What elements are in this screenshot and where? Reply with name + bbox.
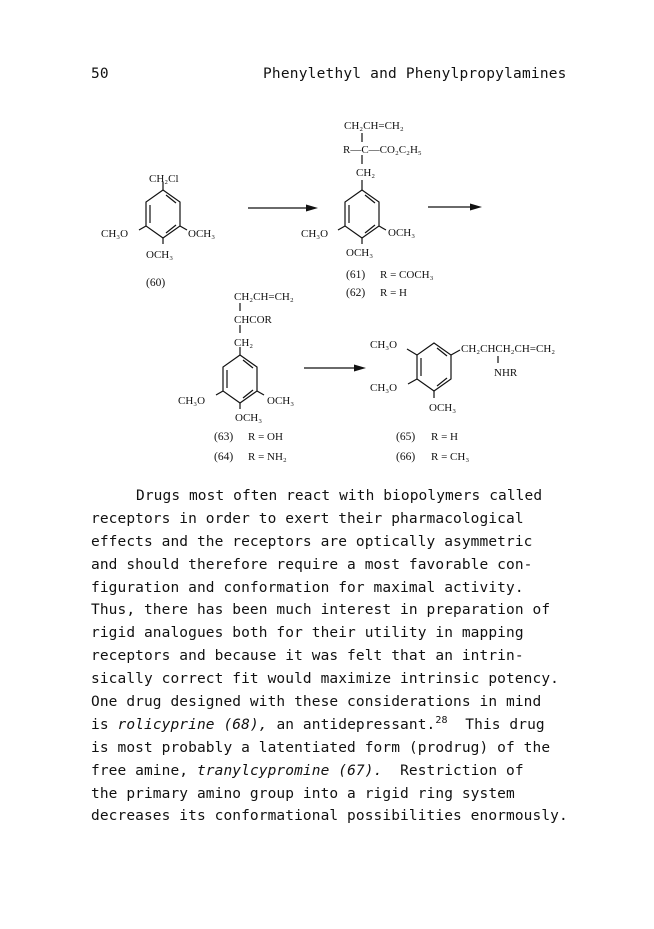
- text-line: receptors and because it was felt that an intrin-: [91, 648, 524, 665]
- body-paragraph: [91, 485, 591, 828]
- text-line: is most probably a latentiated form (prodrug) of the: [91, 739, 551, 756]
- text-run: This drug: [447, 716, 545, 733]
- drug-name-tranylcypromine: tranylcypromine (67).: [196, 762, 383, 779]
- text-line: figuration and conformation for maximal activity.: [91, 579, 524, 596]
- c63-chain-bottom: CH₂: [234, 337, 254, 349]
- text-run: is: [91, 716, 118, 733]
- text-run: Restriction of: [382, 762, 524, 779]
- compound-60-ring: [139, 182, 187, 244]
- text-line: Thus, there has been much interest in preparation of: [91, 602, 551, 619]
- text-line: receptors in order to exert their pharmacological: [91, 510, 524, 527]
- c65-left-group: CH₃O: [370, 382, 398, 394]
- c63-chain-mid: CHCOR: [234, 314, 272, 326]
- c63-chain-top: CH₂CH=CH₂: [234, 291, 294, 303]
- c66-label: (66): [396, 451, 416, 463]
- c61-label: (61): [346, 269, 366, 281]
- c63-bottom-group: OCH₃: [235, 412, 263, 424]
- c63-label: (63): [214, 431, 234, 443]
- arrow-head: [354, 365, 366, 372]
- c65-top-left-group: CH₃O: [370, 339, 398, 351]
- c60-top-group: CH₂Cl: [149, 173, 179, 185]
- text-line: One drug designed with these considerations in mind: [91, 694, 542, 711]
- c63-left-group: CH₃O: [178, 395, 206, 407]
- c65-label: (65): [396, 431, 416, 443]
- text-run: free amine,: [91, 762, 197, 779]
- c60-right-group: OCH₃: [188, 228, 216, 240]
- c61-left-group: CH₃O: [301, 228, 329, 240]
- c65-label-def: R = H: [431, 431, 458, 443]
- c65-side-chain: CH₂CHCH₂CH=CH₂: [461, 343, 556, 355]
- text-line: effects and the receptors are optically asymmetric: [91, 533, 533, 550]
- text-line: [91, 760, 591, 783]
- c61-label-def: R = COCH₃: [380, 269, 434, 281]
- text-line: decreases its conformational possibilities enormously.: [91, 808, 568, 825]
- text-line: Drugs most often react with biopolymers called: [136, 488, 543, 504]
- c60-left-group: CH₃O: [101, 228, 129, 240]
- c61-chain-top: CH₂CH=CH₂: [344, 120, 404, 132]
- running-title: Phenylethyl and Phenylpropylamines: [263, 66, 567, 82]
- arrow-head: [470, 204, 482, 211]
- c63-right-group: OCH₃: [267, 395, 295, 407]
- reference-superscript: 28: [435, 714, 448, 726]
- c64-label-def: R = NH₂: [248, 451, 287, 463]
- c65-bottom-group: OCH₃: [429, 402, 457, 414]
- c64-label: (64): [214, 451, 234, 463]
- text-run: an antidepressant.: [267, 716, 436, 733]
- c63-label-def: R = OH: [248, 431, 283, 443]
- c61-bottom-group: OCH₃: [346, 247, 374, 259]
- text-line: sically correct fit would maximize intrinsic potency.: [91, 671, 559, 688]
- page-number: 50: [91, 66, 109, 82]
- c60-label: (60): [146, 277, 166, 289]
- arrow-head: [306, 205, 318, 212]
- c61-right-group: OCH₃: [388, 227, 416, 239]
- c62-label: (62): [346, 287, 366, 299]
- c60-bottom-group: OCH₃: [146, 249, 174, 261]
- drug-name-rolicyprine: rolicyprine (68),: [117, 716, 268, 733]
- c61-chain-mid: R—C—CO₂C₂H₅: [343, 144, 422, 156]
- c66-label-def: R = CH₃: [431, 451, 470, 463]
- text-line: and should therefore require a most favorable con-: [91, 556, 533, 573]
- c61-chain-bottom: CH₂: [356, 167, 376, 179]
- text-line: rigid analogues both for their utility in mapping: [91, 625, 524, 642]
- c65-amine: NHR: [494, 367, 518, 379]
- c62-label-def: R = H: [380, 287, 407, 299]
- text-line: the primary amino group into a rigid ring system: [91, 785, 515, 802]
- text-line: [91, 714, 591, 737]
